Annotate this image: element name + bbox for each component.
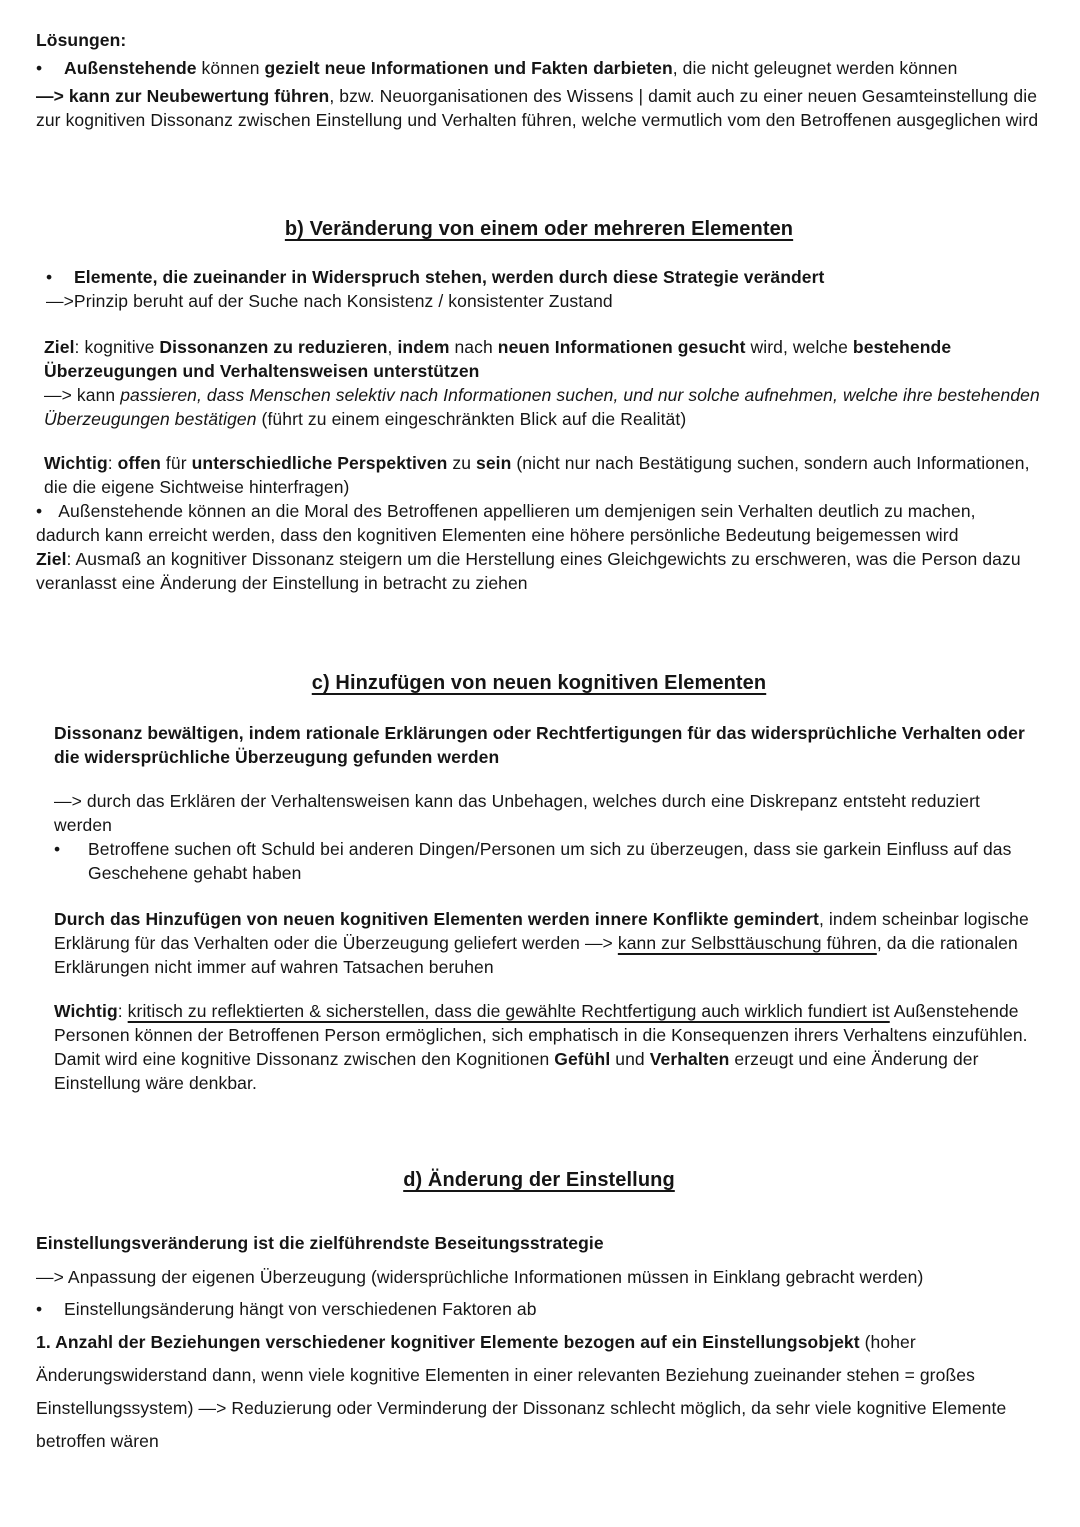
- text-segment: Verhalten: [649, 1049, 730, 1069]
- paragraph-ziel-steigern: [36, 547, 1042, 595]
- text-segment: indem: [397, 337, 450, 357]
- text-segment: gezielt neue Informationen und Fakten darbieten: [264, 58, 673, 78]
- text-segment: können: [196, 58, 265, 78]
- paragraph-prinzip: [46, 289, 1042, 313]
- text-segment: neuen Informationen gesucht: [497, 337, 746, 357]
- text-segment: unterschiedliche Perspektiven: [191, 453, 448, 473]
- text-segment: : Ausmaß an kognitiver Dissonanz steigern um die Herstellung eines Gleichgewichts zu erschweren, was die Person dazu veranlasst eine Änderung der Einstellung in betracht zu ziehen: [36, 549, 1021, 593]
- text-segment: : kognitive: [74, 337, 160, 357]
- text-segment: d) Änderung der Einstellung: [403, 1169, 675, 1191]
- text-segment: Lösungen:: [36, 30, 127, 50]
- bullet-text: [64, 56, 1042, 80]
- paragraph-wichtig-offen: [44, 451, 1042, 499]
- bullet-item-schuld: [54, 837, 1042, 885]
- text-segment: für: [160, 453, 192, 473]
- text-segment: —> Anpassung der eigenen Überzeugung (widersprüchliche Informationen müssen in Einklang gebracht werden): [36, 1267, 924, 1287]
- section-heading-d: [36, 1167, 1042, 1194]
- text-segment: —> durch das Erklären der Verhaltensweisen kann das Unbehagen, welches durch eine Diskrepanz entsteht reduziert werden: [54, 791, 981, 835]
- bullet-item-moral: [36, 499, 1042, 547]
- text-segment: Wichtig: [44, 453, 108, 473]
- text-segment: , da die rationalen Erklärungen nicht immer auf wahren Tatsachen beruhen: [54, 933, 1018, 977]
- text-segment: erzeugt und eine Änderung der Einstellung wäre denkbar.: [54, 1049, 979, 1093]
- bullet-item-faktoren: [36, 1294, 1042, 1324]
- section-heading-b: [36, 216, 1042, 243]
- bullet-item-aussenstehende: [36, 56, 1042, 80]
- paragraph-anzahl-beziehungen: [36, 1326, 1042, 1458]
- bullet-icon: •: [54, 839, 61, 859]
- text-segment: bestehende Überzeugungen und Verhaltensweisen unterstützen: [44, 337, 952, 381]
- paragraph-selektive-suche: [44, 383, 1042, 431]
- text-segment: Gefühl: [554, 1049, 611, 1069]
- text-segment: Dissonanz bewältigen, indem rationale Erklärungen oder Rechtfertigungen für das widersprüchliche Verhalten oder die widersprüchliche Überzeugung gefunden werden: [54, 723, 1025, 767]
- text-segment: kritisch zu reflektierten & sicherstellen, dass die gewählte Rechtfertigung auch wirklich fundiert ist: [127, 1001, 890, 1021]
- paragraph-dissonanz-bewaeltigen: [54, 721, 1042, 769]
- text-segment: (hoher Änderungswiderstand dann, wenn viele kognitive Elementen in einer relevanten Beziehung zueinander stehen = großes Einstellungssystem) —> Reduzierung oder Verminderung der Dissonanz schlecht möglich, da sehr viele kognitive Elemente betroffen wären: [36, 1332, 1007, 1451]
- text-segment: Dissonanzen zu reduzieren: [159, 337, 388, 357]
- bullet-icon: •: [36, 58, 43, 78]
- bullet-text: [88, 837, 1042, 885]
- paragraph-einstellungsveraenderung: [36, 1230, 1042, 1256]
- text-segment: ,: [387, 337, 398, 357]
- text-segment: (führt zu einem eingeschränkten Blick auf die Realität): [256, 409, 687, 429]
- paragraph-anpassung: [36, 1262, 1042, 1292]
- text-segment: Wichtig: [54, 1001, 118, 1021]
- bullet-icon: •: [46, 267, 53, 287]
- bullet-item-elemente: [46, 265, 1042, 289]
- paragraph-neubewertung: [36, 84, 1042, 132]
- text-segment: b) Veränderung von einem oder mehreren Elementen: [284, 218, 794, 240]
- text-segment: Außenstehende können an die Moral des Betroffenen appellieren um demjenigen sein Verhalten deutlich zu machen, dadurch kann erreicht werden, dass den kognitiven Elementen eine höhere persönliche Bedeutung beigemessen wird: [36, 501, 976, 545]
- text-segment: Außenstehende: [64, 58, 197, 78]
- text-segment: , indem scheinbar logische Erklärung für das Verhalten oder die Überzeugung geliefert werden —>: [54, 909, 1029, 953]
- heading-text: [312, 670, 766, 697]
- text-segment: Ziel: [44, 337, 75, 357]
- text-segment: kann zur Selbsttäuschung führen: [617, 933, 877, 953]
- text-segment: , bzw. Neuorganisationen des Wissens | damit auch zu einer neuen Gesamteinstellung die zur kognitiven Dissonanz zwischen Einstellung und Verhalten führen, welche vermutlich vom den Betroffenen ausgeglichen wird: [36, 86, 1039, 130]
- text-segment: 1. Anzahl der Beziehungen verschiedener kognitiver Elemente bezogen auf ein Einstellungsobjekt: [36, 1332, 860, 1352]
- text-segment: zu: [447, 453, 476, 473]
- text-segment: Einstellungsveränderung ist die zielführendste Beseitungsstrategie: [36, 1233, 604, 1253]
- text-segment: offen: [117, 453, 161, 473]
- paragraph-konflikte-gemindert: [54, 907, 1042, 979]
- text-segment: —> kann: [44, 385, 121, 405]
- bullet-text: [64, 1294, 1042, 1324]
- text-segment: passieren, dass Menschen selektiv nach Informationen suchen, und nur solche aufnehmen, welche ihre bestehenden Überzeugungen bestätigen: [44, 385, 1040, 429]
- text-segment: —>Prinzip beruht auf der Suche nach Konsistenz / konsistenter Zustand: [46, 291, 613, 311]
- heading-text: [403, 1167, 675, 1194]
- text-segment: Betroffene suchen oft Schuld bei anderen Dingen/Personen um sich zu überzeugen, dass sie garkein Einfluss auf das Geschehene gehabt haben: [88, 839, 1012, 883]
- text-segment: —> kann zur Neubewertung führen: [36, 86, 330, 106]
- text-segment: Einstellungsänderung hängt von verschiedenen Faktoren ab: [64, 1299, 537, 1319]
- bullet-text: [74, 265, 1042, 289]
- section-heading-c: [36, 670, 1042, 697]
- paragraph-wichtig-kritisch: [54, 999, 1042, 1095]
- intro-label: [36, 28, 1042, 52]
- bullet-icon: •: [36, 1299, 43, 1319]
- text-segment: Außenstehende Personen können der Betroffenen Person ermöglichen, sich emphatisch in die Konsequenzen ihrers Verhaltens einzufühlen. Damit wird eine kognitive Dissonanz zwischen den Kognitionen: [54, 1001, 1028, 1069]
- text-segment: Elemente, die zueinander in Widerspruch stehen, werden durch diese Strategie verändert: [74, 267, 825, 287]
- text-segment: , die nicht geleugnet werden können: [672, 58, 958, 78]
- text-segment: :: [107, 453, 118, 473]
- heading-text: [285, 216, 793, 243]
- paragraph-unbehagen: [54, 789, 1042, 837]
- text-segment: Ziel: [36, 549, 67, 569]
- paragraph-ziel-reduzieren: [44, 335, 1042, 383]
- document-body: [36, 28, 1042, 1458]
- text-segment: nach: [449, 337, 498, 357]
- bullet-icon: •: [36, 501, 43, 521]
- text-segment: :: [117, 1001, 128, 1021]
- text-segment: sein: [476, 453, 512, 473]
- text-segment: wird, welche: [745, 337, 853, 357]
- text-segment: Durch das Hinzufügen von neuen kognitiven Elementen werden innere Konflikte gemindert: [54, 909, 819, 929]
- text-segment: (nicht nur nach Bestätigung suchen, sondern auch Informationen, die die eigene Sichtweise hinterfragen): [44, 453, 1030, 497]
- text-segment: c) Hinzufügen von neuen kognitiven Elementen: [311, 672, 767, 694]
- text-segment: und: [610, 1049, 650, 1069]
